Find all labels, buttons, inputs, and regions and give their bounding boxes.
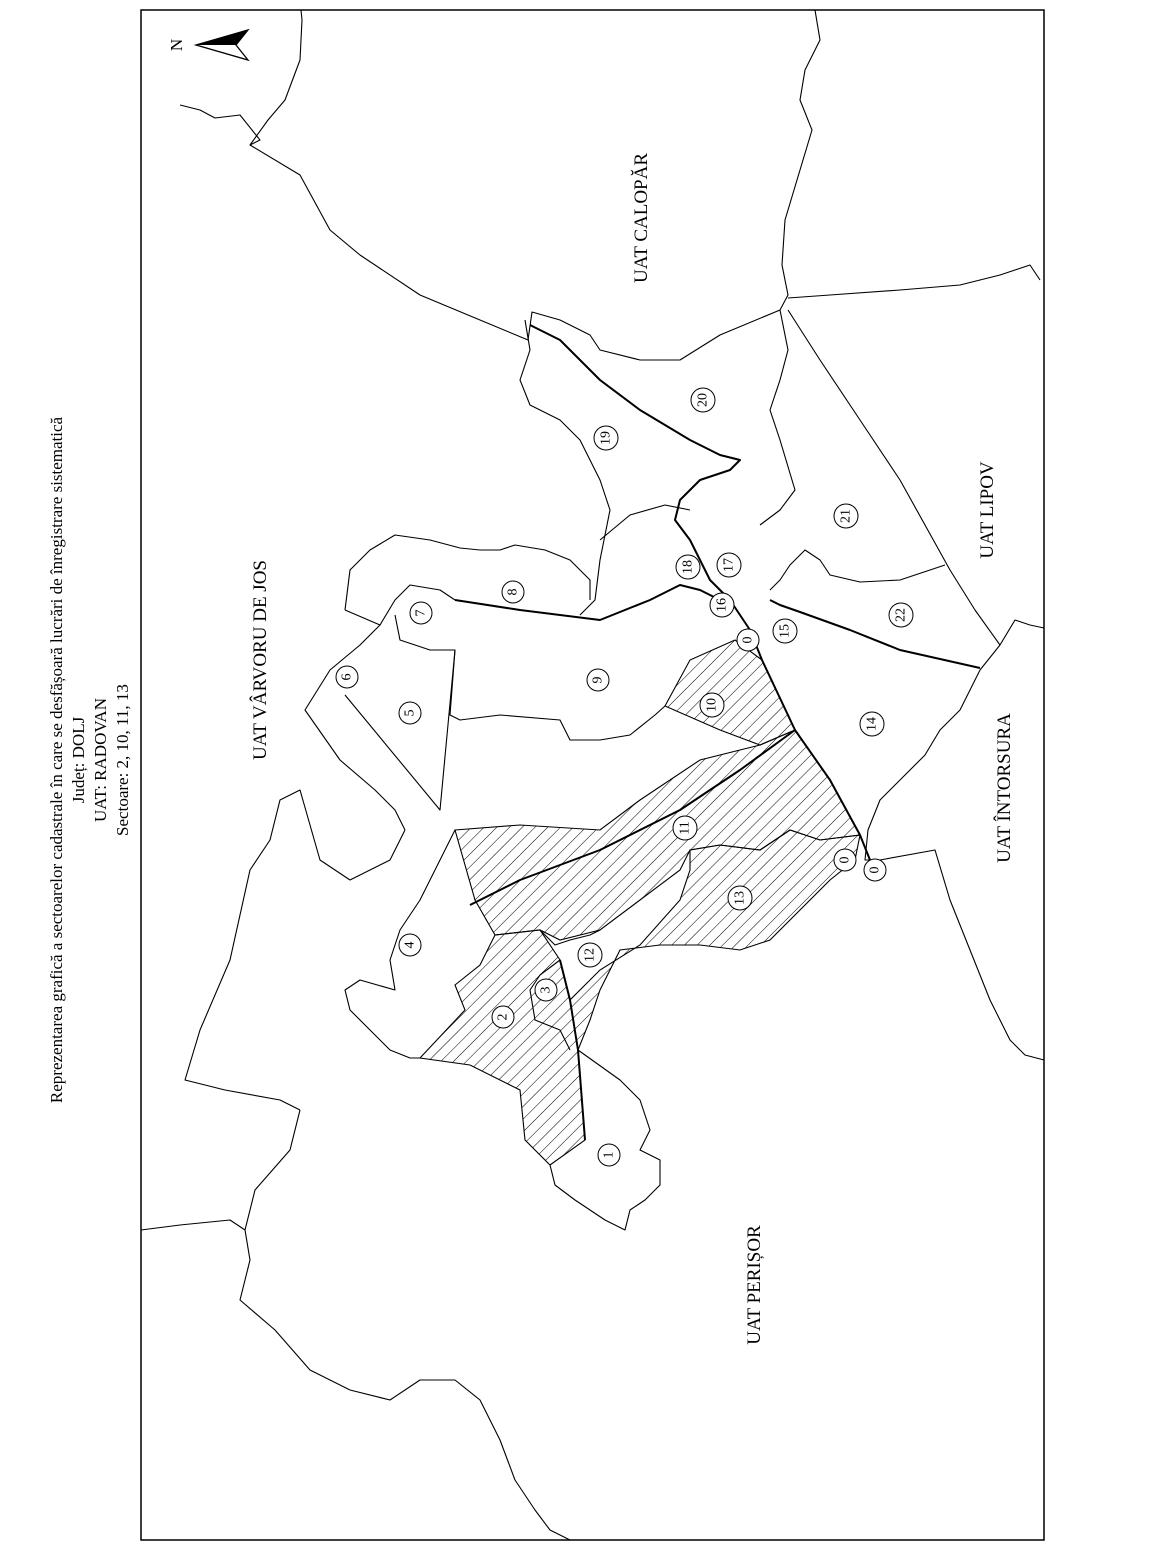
title-line-1: Reprezentarea grafică a sectoarelor cadastrale în care se desfășoară lucrări de înregistrare sistematică bbox=[47, 416, 66, 1104]
svg-text:3: 3 bbox=[538, 986, 554, 994]
title-line-3: UAT: RADOVAN bbox=[91, 698, 110, 822]
sector-10-hatched bbox=[665, 640, 795, 745]
svg-text:12: 12 bbox=[582, 948, 598, 962]
sector-label bbox=[673, 816, 697, 840]
svg-text:19: 19 bbox=[598, 431, 614, 445]
svg-text:18: 18 bbox=[680, 560, 696, 574]
sector-label bbox=[594, 426, 618, 450]
sector-label bbox=[773, 619, 797, 643]
sector-label bbox=[710, 593, 734, 617]
north-arrow-icon bbox=[167, 30, 248, 60]
sector-label bbox=[889, 603, 913, 627]
sector-label bbox=[834, 504, 858, 528]
north-label: N bbox=[166, 38, 186, 52]
svg-text:15: 15 bbox=[777, 624, 793, 638]
sector-label bbox=[399, 934, 421, 956]
sector-label bbox=[410, 602, 432, 624]
svg-text:0: 0 bbox=[867, 866, 883, 874]
sector-label bbox=[728, 886, 752, 910]
svg-text:4: 4 bbox=[402, 941, 418, 949]
label-uat-calopar: UAT CALOPĂR bbox=[631, 152, 652, 284]
svg-text:5: 5 bbox=[402, 709, 418, 717]
map-title bbox=[47, 416, 132, 1103]
label-uat-perisor: UAT PERIȘOR bbox=[744, 1225, 765, 1345]
svg-text:13: 13 bbox=[732, 891, 748, 905]
sector-label bbox=[535, 979, 557, 1001]
sector-label bbox=[502, 581, 524, 603]
svg-text:21: 21 bbox=[838, 509, 854, 523]
sector-label bbox=[492, 1006, 514, 1028]
sector-label bbox=[737, 629, 759, 651]
svg-text:10: 10 bbox=[704, 698, 720, 712]
sector-label bbox=[676, 555, 700, 579]
svg-text:2: 2 bbox=[495, 1013, 511, 1021]
sector-label bbox=[717, 553, 741, 577]
svg-text:8: 8 bbox=[505, 588, 521, 596]
svg-text:17: 17 bbox=[721, 558, 737, 572]
sector-label bbox=[864, 859, 886, 881]
svg-text:0: 0 bbox=[837, 856, 853, 864]
sector-2-hatched bbox=[420, 930, 585, 1165]
svg-text:14: 14 bbox=[864, 717, 880, 731]
svg-text:1: 1 bbox=[601, 1151, 617, 1159]
sector-label bbox=[578, 943, 602, 967]
svg-text:9: 9 bbox=[590, 676, 606, 684]
label-uat-intorsura: UAT ÎNTORSURA bbox=[994, 713, 1015, 863]
sector-label bbox=[691, 388, 715, 412]
title-line-4: Sectoare: 2, 10, 11, 13 bbox=[113, 684, 132, 836]
svg-text:22: 22 bbox=[893, 608, 909, 622]
sector-label bbox=[598, 1144, 620, 1166]
svg-text:0: 0 bbox=[740, 636, 756, 644]
sector-label bbox=[834, 849, 856, 871]
sector-label bbox=[336, 666, 358, 688]
svg-text:7: 7 bbox=[413, 609, 429, 617]
svg-text:11: 11 bbox=[677, 821, 693, 835]
sector-label bbox=[399, 702, 421, 724]
label-uat-lipov: UAT LIPOV bbox=[977, 461, 998, 559]
boundary-lines bbox=[141, 10, 1044, 1540]
svg-text:20: 20 bbox=[695, 393, 711, 407]
svg-text:16: 16 bbox=[714, 598, 730, 612]
label-uat-varvoru-de-jos: UAT VÂRVORU DE JOS bbox=[250, 560, 271, 760]
title-line-2: Județ: DOLJ bbox=[69, 716, 88, 804]
sector-label bbox=[860, 712, 884, 736]
svg-text:6: 6 bbox=[339, 673, 355, 681]
sector-label bbox=[587, 669, 609, 691]
map-frame bbox=[141, 10, 1044, 1540]
sector-label bbox=[700, 693, 724, 717]
